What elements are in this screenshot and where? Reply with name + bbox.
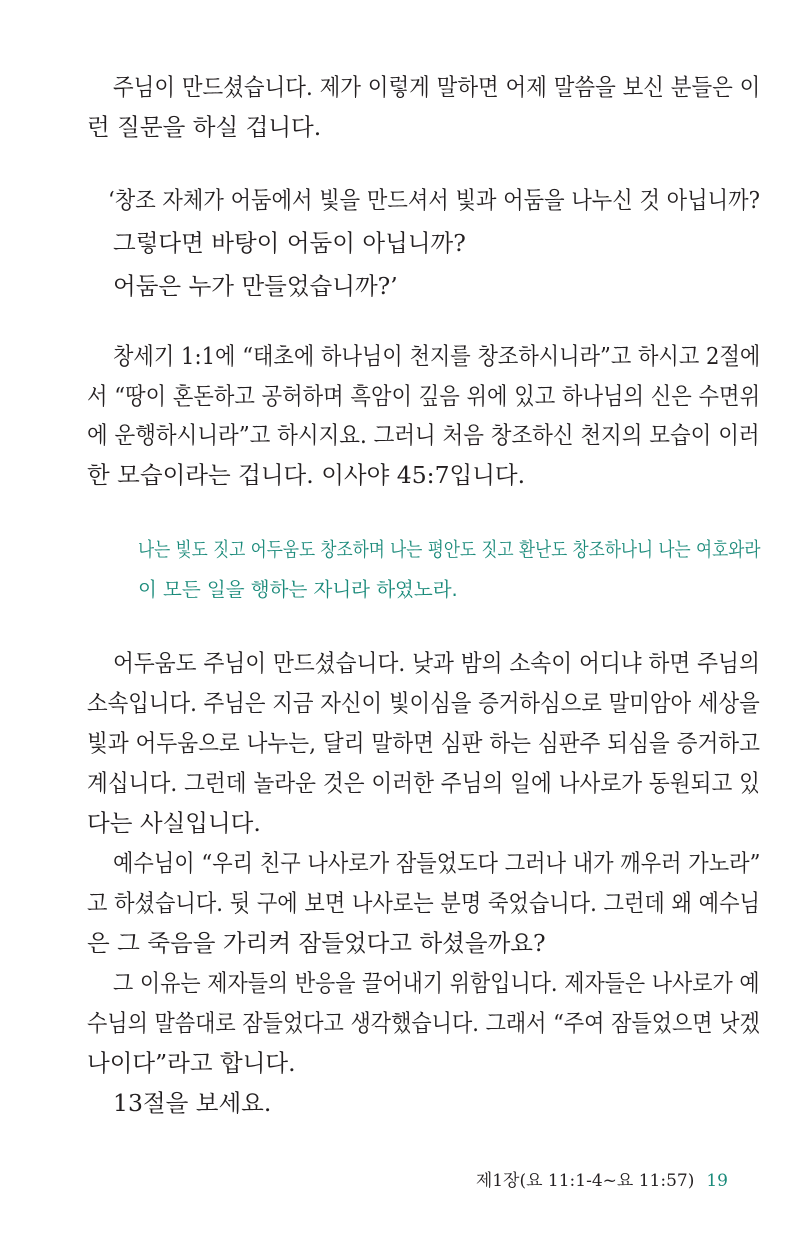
body-line: 런 질문을 하실 겁니다. — [87, 113, 322, 141]
body-line: 소속입니다. 주님은 지금 자신이 빛이심을 증거하심으로 말미암아 세상을 — [87, 689, 760, 717]
body-line: 계십니다. 그런데 놀라운 것은 이러한 주님의 일에 나사로가 동원되고 있 — [87, 769, 760, 797]
quote-line: 어둠은 누가 만들었습니까?’ — [113, 272, 398, 300]
body-line: 은 그 죽음을 가리켜 잠들었다고 하셨을까요? — [87, 929, 546, 957]
page-footer — [476, 1166, 728, 1191]
body-line: 고 하셨습니다. 뒷 구에 보면 나사로는 분명 죽었습니다. 그런데 왜 예수님 — [87, 889, 760, 917]
body-line: 어두움도 주님이 만드셨습니다. 낮과 밤의 소속이 어디냐 하면 주님의 — [113, 649, 760, 677]
body-line: 창세기 1:1에 “태초에 하나님이 천지를 창조하시니라”고 하시고 2절에 — [113, 342, 761, 370]
scripture-line: 이 모든 일을 행하는 자니라 하였노라. — [138, 578, 458, 601]
quote-line: ‘창조 자체가 어둠에서 빛을 만드셔서 빛과 어둠을 나누신 것 아닙니까? — [108, 186, 760, 214]
chapter-reference: 제1장(요 11:1-4~요 11:57) — [475, 1171, 695, 1191]
body-line: 한 모습이라는 겁니다. 이사야 45:7입니다. — [87, 461, 526, 489]
quote-line: 그렇다면 바탕이 어둠이 아닙니까? — [113, 229, 466, 257]
body-line: 서 “땅이 혼돈하고 공허하며 흑암이 깊음 위에 있고 하나님의 신은 수면위 — [87, 382, 761, 410]
body-line: 나이다”라고 합니다. — [87, 1049, 296, 1077]
page-number: 19 — [706, 1171, 728, 1191]
body-line: 13절을 보세요. — [113, 1089, 272, 1117]
body-line: 빛과 어두움으로 나누는, 달리 말하면 심판 하는 심판주 되심을 증거하고 — [87, 729, 760, 757]
body-line: 그 이유는 제자들의 반응을 끌어내기 위함입니다. 제자들은 나사로가 예 — [113, 969, 760, 997]
body-line: 다는 사실입니다. — [87, 809, 261, 837]
scripture-line: 나는 빛도 짓고 어두움도 창조하며 나는 평안도 짓고 환난도 창조하나니 나는 여호와라 — [138, 538, 761, 561]
body-line: 에 운행하시니라”고 하시지요. 그러니 처음 창조하신 천지의 모습이 이러 — [87, 421, 760, 449]
body-line: 예수님이 “우리 친구 나사로가 잠들었도다 그러나 내가 깨우러 가노라” — [113, 849, 761, 877]
body-line: 수님의 말씀대로 잠들었다고 생각했습니다. 그래서 “주여 잠들었으면 낫겠 — [87, 1009, 760, 1037]
body-line: 주님이 만드셨습니다. 제가 이렇게 말하면 어제 말씀을 보신 분들은 이 — [113, 73, 761, 101]
